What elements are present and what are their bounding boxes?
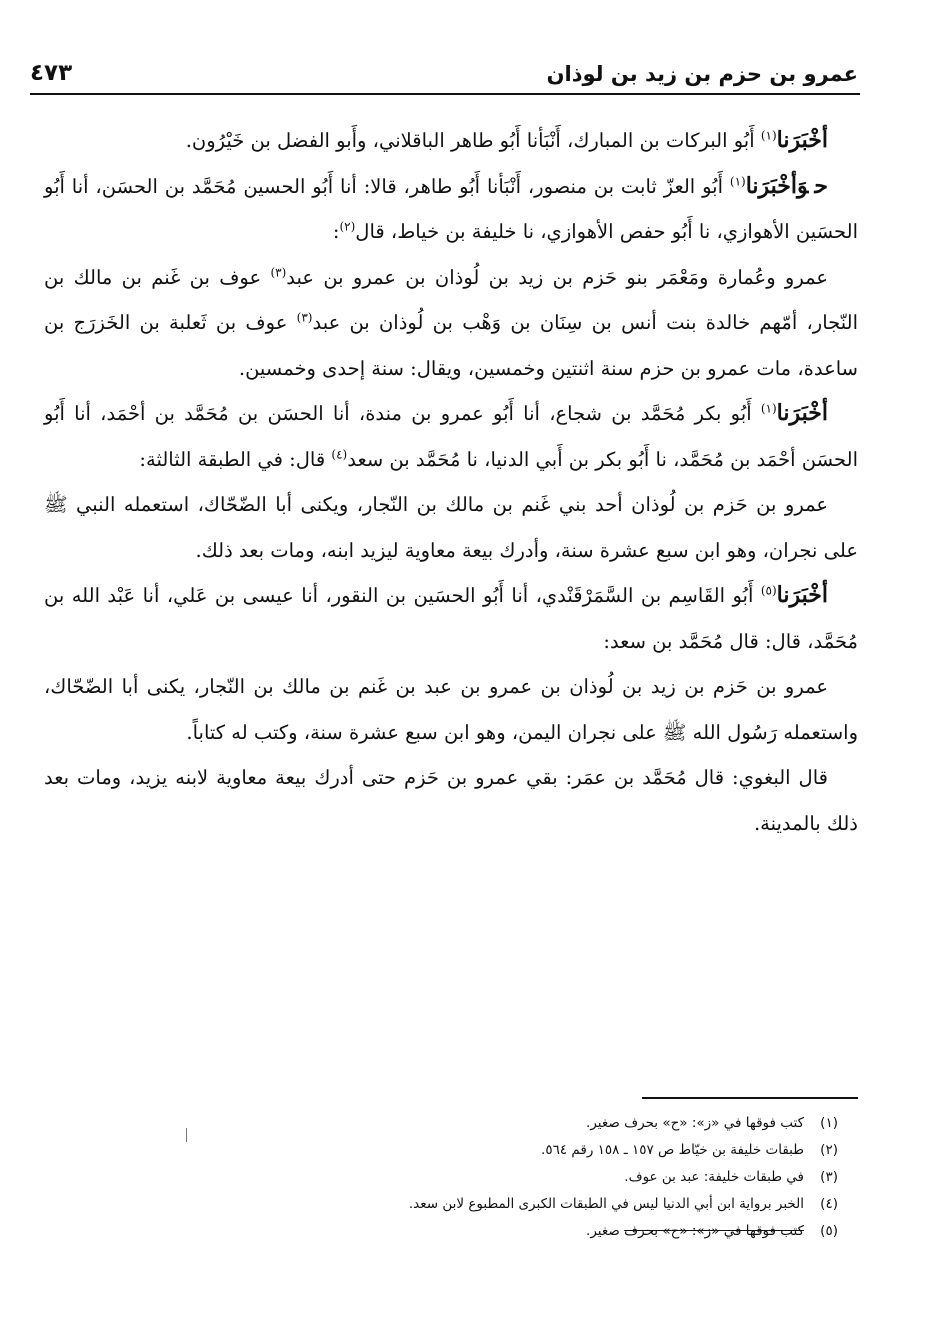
footnote-ref: (٤) xyxy=(331,447,348,461)
paragraph-4 xyxy=(44,391,858,482)
paragraph-text: أَبُو القَاسِم بن السَّمَرْقَنْدي، أنا أَبُو الحسَين بن النقور، أنا عيسى بن عَلي، أنا عَبْد الله بن مُحَمَّد، قال: قال مُحَمَّد بن سعد: xyxy=(44,584,858,653)
main-text xyxy=(44,118,858,846)
running-title: عمرو بن حزم بن زيد بن لوذان xyxy=(546,62,858,86)
footnote-text: كتب فوقها في «ز»: «ح» بحرف صغير. xyxy=(586,1115,804,1131)
footnote-text: الخبر برواية ابن أبي الدنيا ليس في الطبقات الكبرى المطبوع لابن سعد. xyxy=(408,1196,804,1212)
footnote-number: (١) xyxy=(820,1115,838,1131)
footnote-ref: (٣) xyxy=(296,310,313,325)
paragraph-text: عوف بن غَنم بن مالك بن النّجار، أمّهم خالدة بنت أنس بن سِنَان بن وَهْب بن لُوذان بن عبد xyxy=(44,265,858,334)
paragraph-text: قال البغوي: قال مُحَمَّد بن عمَر: بقي عمرو بن حَزم حتى أدرك بيعة معاوية لابنه يزيد، ومات بعد ذلك بالمدينة. xyxy=(44,766,858,835)
paragraph-text: أَبُو العزّ ثابت بن منصور، أَنْبَأنا أَبُو طاهر، قالا: أنا أَبُو الحسين مُحَمَّد بن الحسَن، أنا أَبُو الحسَين الأهوازي، نا أَبُو حفص الأهوازي، نا خليفة بن خياط، قال xyxy=(44,174,858,243)
paragraph-text: عمرو وعُمارة ومَعْمَر بنو حَزم بن زيد بن لُوذان بن عمرو بن عبد xyxy=(286,265,829,289)
footnote-ref: (١) xyxy=(760,128,777,143)
footnote-struck-text: كتب فوقها في «ز»: «ح» بحرف xyxy=(624,1223,804,1239)
footnote-text: صغير. xyxy=(586,1223,625,1239)
footnote xyxy=(300,1164,838,1191)
footnote-text: في طبقات خليفة: عبد بن عوف. xyxy=(624,1169,804,1185)
footnote-number: (٣) xyxy=(820,1169,838,1185)
keyword-akhbarana: أخْبَرَنا xyxy=(776,400,828,426)
footnote-ref: (١) xyxy=(760,401,777,416)
footnote-number: (٤) xyxy=(820,1196,838,1212)
footnote xyxy=(300,1218,838,1245)
paragraph-7 xyxy=(44,664,858,755)
footnote xyxy=(300,1191,838,1218)
keyword-akhbarana: وَأخْبَرَنا xyxy=(745,172,809,199)
paragraph-2 xyxy=(44,164,858,255)
scan-mark xyxy=(186,1128,187,1142)
keyword-akhbarana: أخْبَرَنا xyxy=(776,127,828,153)
footnote-ref: (٣) xyxy=(270,265,287,279)
footnote-ref: (٢) xyxy=(339,219,356,234)
footnote xyxy=(300,1137,838,1164)
paragraph-6 xyxy=(44,573,858,664)
paragraph-text: أَبُو البركات بن المبارك، أَنْبَأنا أَبُو طاهر الباقلاني، وأَبو الفضل بن خَيْرُون. xyxy=(185,129,761,152)
paragraph-3 xyxy=(44,255,858,392)
paragraph-text: عمرو بن حَزم بن لُوذان أحد بني غَنم بن مالك بن النّجار، ويكنى أبا الضّحّاك، استعمله النبي ﷺ على نجران، وهو ابن سبع عشرة سنة، وأدرك بيعة معاوية ليزيد ابنه، ومات بعد ذلك. xyxy=(44,493,858,562)
footnote xyxy=(300,1110,838,1137)
footnote-ref: (١) xyxy=(729,174,746,188)
footnotes xyxy=(300,1110,838,1245)
footnote-number: (٢) xyxy=(820,1142,838,1158)
page-header xyxy=(30,48,858,94)
footnote-text: طبقات خليفة بن خيّاط ص ١٥٧ ـ ١٥٨ رقم ٥٦٤. xyxy=(541,1142,804,1158)
paragraph-text: عمرو بن حَزم بن زيد بن لُوذان بن عمرو بن عبد بن غَنم بن مالك بن النّجار، يكنى أبا الضّحّاك، واستعمله رَسُول الله ﷺ على نجران اليمن، وهو ابن سبع عشرة سنة، وكتب له كتاباً. xyxy=(44,675,858,744)
keyword-akhbarana: أخْبَرَنا xyxy=(776,582,828,608)
footnote-ref: (٥) xyxy=(760,583,777,598)
header-rule xyxy=(30,93,860,95)
paragraph-text: قال: في الطبقة الثالثة: xyxy=(139,447,332,471)
paragraph-8 xyxy=(44,755,858,846)
paragraph-1 xyxy=(44,118,858,164)
paragraph-5 xyxy=(44,482,858,573)
footnote-number: (٥) xyxy=(820,1223,838,1239)
paragraph-text: أَبُو بكر مُحَمَّد بن شجاع، أنا أَبُو عمرو بن مندة، أنا الحسَن بن مُحَمَّد بن أحْمَد، أنا أَبُو الحسَن أحْمَد بن مُحَمَّد، نا أَبُو بكر بن أَبي الدنيا، نا مُحَمَّد بن سعد xyxy=(44,402,858,471)
footnote-rule xyxy=(642,1097,858,1099)
paragraph-text: : xyxy=(332,220,340,243)
page-number: ٤٧٣ xyxy=(30,60,73,86)
hadith-mark: ح xyxy=(814,172,828,199)
paragraph-text: عوف بن ثَعلبة بن الخَزرَج بن ساعدة، مات عمرو بن حزم سنة اثنتين وخمسين، ويقال: سنة إحدى وخمسين. xyxy=(44,311,858,380)
